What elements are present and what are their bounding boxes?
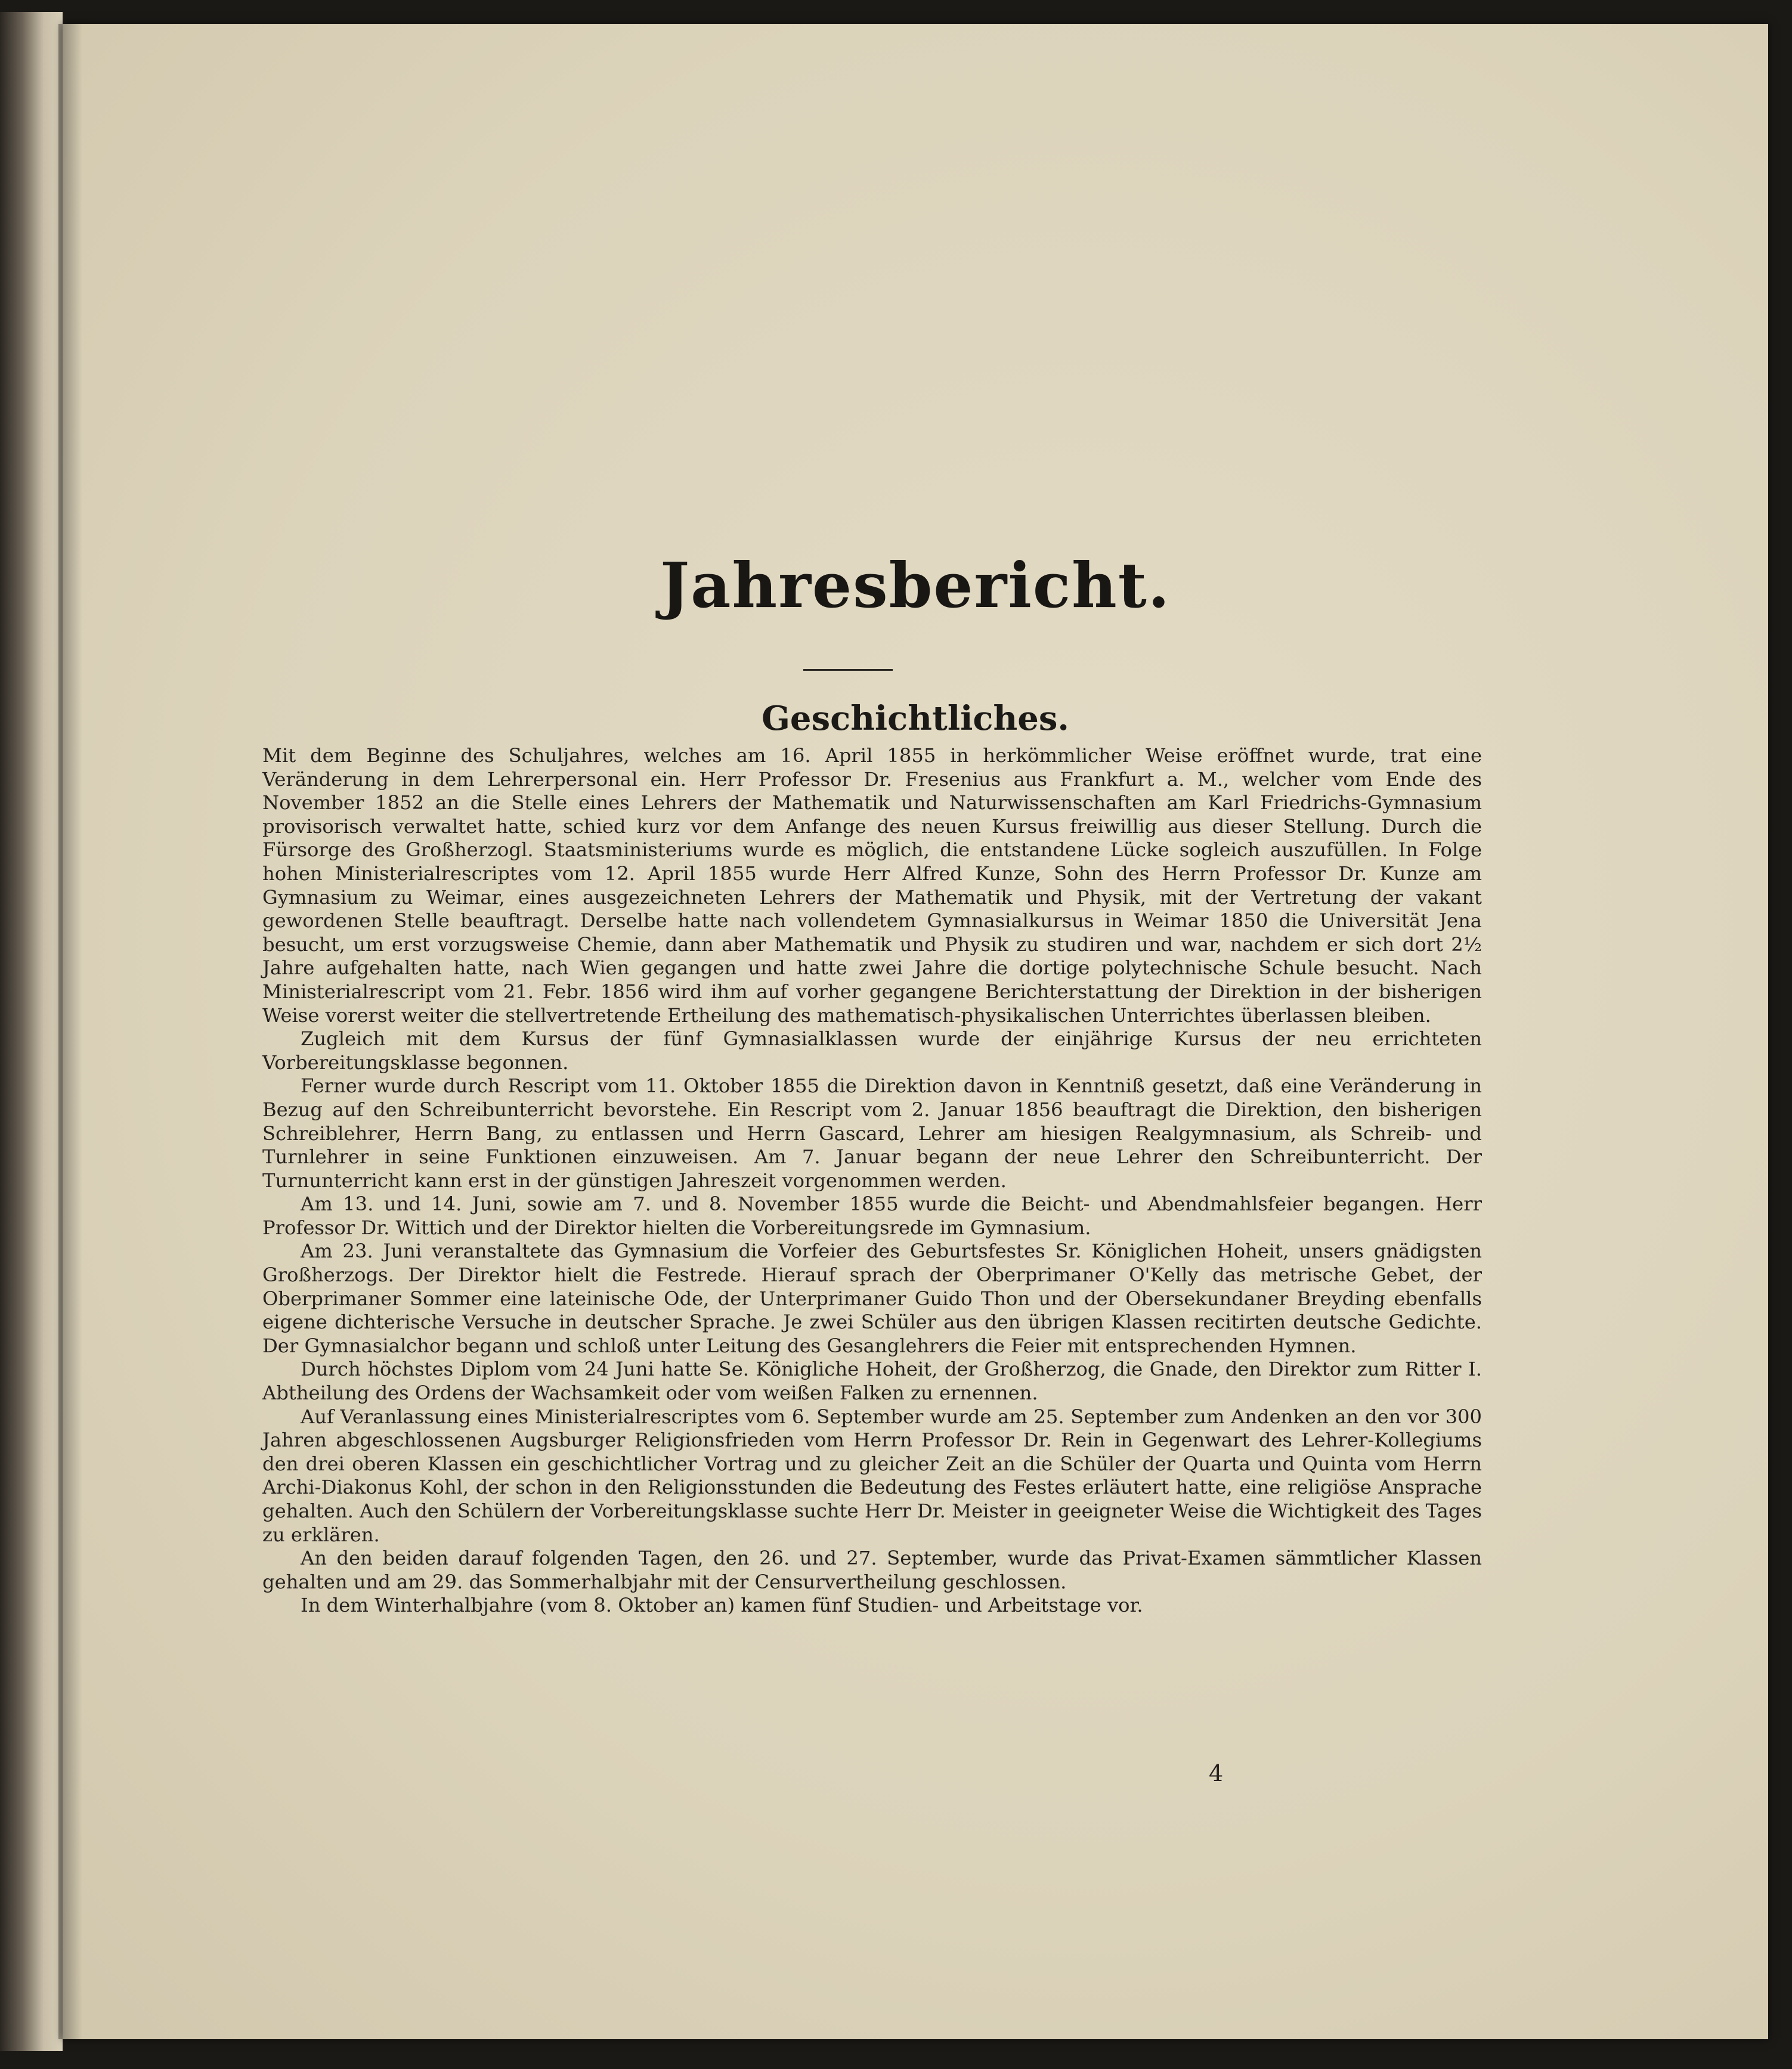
paragraph: Am 23. Juni veranstaltete das Gymnasium die Vorfeier des Geburtsfestes Sr. Königlichen Hoheit, unsers gnädigsten Großherzogs. Der Direktor hielt die Festrede. Hierauf sprach der Oberprimaner O'Kelly das metrische Gebet, der Oberprimaner Sommer eine lateinische Ode, der Unterprimaner Guido Thon und der Obersekundaner Breyding ebenfalls eigene dichterische Versuche in deutscher Sprache. Je zwei Schüler aus den übrigen Klassen recitirten deutsche Gedichte. Der Gymnasialchor begann und schloß unter Leitung des Gesanglehrers die Feier mit entsprechenden Hymnen. — [262, 1240, 1482, 1357]
paragraph: Auf Veranlassung eines Ministerialrescriptes vom 6. September wurde am 25. September zum Andenken an den vor 300 Jahren abgeschlossenen Augsburger Religionsfrieden vom Herrn Professor Dr. Rein in Gegenwart des Lehrer-Kollegiums den drei oberen Klassen ein geschichtlicher Vortrag und zu gleicher Zeit an die Schüler der Quarta und Quinta vom Herrn Archi-Diakonus Kohl, der schon in den Religionsstunden die Bedeutung des Festes erläutert hatte, eine religiöse Ansprache gehalten. Auch den Schülern der Vorbereitungsklasse suchte Herr Dr. Meister in geeigneter Weise die Wichtigkeit des Tages zu erklären. — [262, 1405, 1482, 1546]
paragraph: Durch höchstes Diplom vom 24 Juni hatte Se. Königliche Hoheit, der Großherzog, die Gnade, den Direktor zum Ritter I. Abtheilung des Ordens der Wachsamkeit oder vom weißen Falken zu ernennen. — [262, 1358, 1482, 1405]
title-divider — [803, 669, 893, 671]
section-heading: Geschichtliches. — [762, 699, 1069, 738]
paragraph: Mit dem Beginne des Schuljahres, welches am 16. April 1855 in herkömmlicher Weise eröffnet wurde, trat eine Veränderung in dem Lehrerpersonal ein. Herr Professor Dr. Fresenius aus Frankfurt a. M., welcher vom Ende des November 1852 an die Stelle eines Lehrers der Mathematik und Naturwissenschaften am Karl Friedrichs-Gymnasium provisorisch verwaltet hatte, schied kurz vor dem Anfange des neuen Kursus freiwillig aus dieser Stellung. Durch die Fürsorge des Großherzogl. Staatsministeriums wurde es möglich, die entstandene Lücke sogleich auszufüllen. In Folge hohen Ministerialrescriptes vom 12. April 1855 wurde Herr Alfred Kunze, Sohn des Herrn Professor Dr. Kunze am Gymnasium zu Weimar, eines ausgezeichneten Lehrers der Mathematik und Physik, mit der Vertretung der vakant gewordenen Stelle beauftragt. Derselbe hatte nach vollendetem Gymnasialkursus in Weimar 1850 die Universität Jena besucht, um erst vorzugsweise Chemie, dann aber Mathematik und Physik zu studiren und war, nachdem er sich dort 2½ Jahre aufgehalten hatte, nach Wien gegangen und hatte zwei Jahre die dortige polytechnische Schule besucht. Nach Ministerialrescript vom 21. Febr. 1856 wird ihm auf vorher gegangene Berichterstattung der Direktion in der bisherigen Weise vorerst weiter die stellvertretende Ertheilung des mathematisch-physikalischen Unterrichtes überlassen bleiben. — [262, 744, 1482, 1027]
page-title: Jahresbericht. — [660, 549, 1171, 622]
paragraph: An den beiden darauf folgenden Tagen, den 26. und 27. September, wurde das Privat-Examen sämmtlicher Klassen gehalten und am 29. das Sommerhalbjahr mit der Censurvertheilung geschlossen. — [262, 1547, 1482, 1593]
paragraph: In dem Winterhalbjahre (vom 8. Oktober an) kamen fünf Studien- und Arbeitstage vor. — [301, 1594, 1143, 1617]
body-text — [262, 744, 1482, 1618]
paragraph: Zugleich mit dem Kursus der fünf Gymnasialklassen wurde der einjährige Kursus der neu errichteten Vorbereitungsklasse begonnen. — [262, 1027, 1482, 1074]
book-page — [63, 24, 1768, 2039]
page-number: 4 — [1209, 1760, 1224, 1786]
left-page-edges — [0, 12, 63, 2051]
paragraph: Ferner wurde durch Rescript vom 11. Oktober 1855 die Direktion davon in Kenntniß gesetzt, daß eine Veränderung in Bezug auf den Schreibunterricht bevorstehe. Ein Rescript vom 2. Januar 1856 beauftragt die Direktion, den bisherigen Schreiblehrer, Herrn Bang, zu entlassen und Herrn Gascard, Lehrer am hiesigen Realgymnasium, als Schreib- und Turnlehrer in seine Funktionen einzuweisen. Am 7. Januar begann der neue Lehrer den Schreibunterricht. Der Turnunterricht kann erst in der günstigen Jahreszeit vorgenommen werden. — [262, 1074, 1482, 1192]
paragraph: Am 13. und 14. Juni, sowie am 7. und 8. November 1855 wurde die Beicht- und Abendmahlsfeier begangen. Herr Professor Dr. Wittich und der Direktor hielten die Vorbereitungsrede im Gymnasium. — [262, 1193, 1482, 1239]
book-spine-shadow — [58, 24, 82, 2039]
